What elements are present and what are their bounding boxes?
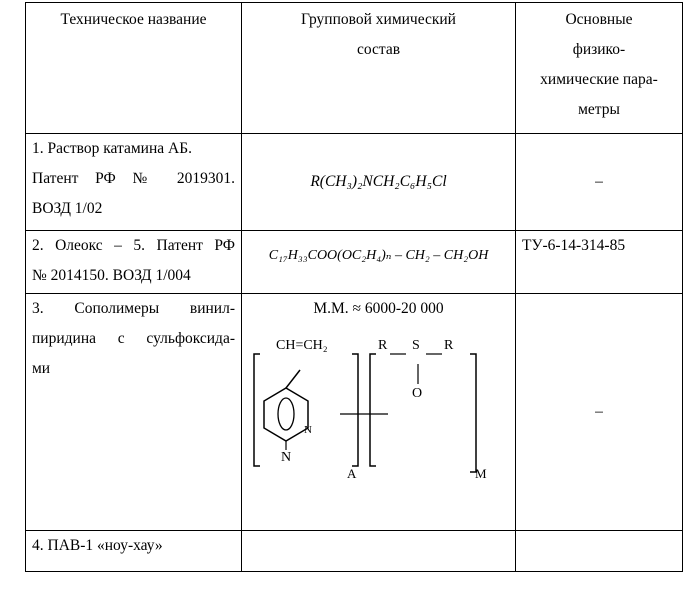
pyridine-nitrogen: N [281, 450, 292, 465]
table-row-2 [26, 231, 683, 294]
copolymer-structure [248, 324, 509, 524]
row1-name-line3: ВОЗД 1/02 [32, 200, 103, 217]
row2-name-line2: № 2014150. ВОЗД 1/004 [32, 267, 191, 284]
ring-nitrogen-label: N [304, 424, 312, 436]
row2-params: ТУ-6-14-314-85 [522, 237, 626, 254]
subscript-a: A [347, 466, 357, 481]
row4-params-cell [516, 531, 683, 572]
row3-params: – [595, 403, 603, 420]
row2-params-cell [516, 231, 683, 294]
row1-name-line1: 1. Раствор катамина АБ. [32, 140, 192, 157]
header-col3-line3: химические пара- [540, 71, 658, 88]
row2-formula: C₁₇H₃₃COO(OC₂H₄)ₙ – CH₂ – CH₂OH [268, 248, 489, 263]
header-col3-line2: физико- [572, 41, 626, 58]
row4-name-line1: 4. ПАВ-1 «ноу-хау» [32, 537, 163, 554]
r-group-left: R [378, 338, 388, 353]
row3-name-cell [26, 294, 242, 531]
header-chemical-composition [242, 3, 516, 134]
row3-name-line2: пиридина с сульфоксида- [32, 330, 235, 347]
row2-name-line1: 2. Олеокс – 5. Патент РФ [32, 237, 235, 254]
row3-name-line1: 3. Сополимеры винил- [32, 300, 235, 317]
r-group-right: R [444, 338, 454, 353]
header-col2-line2: состав [356, 41, 401, 58]
vinyl-group-label: CH=CH₂ [276, 338, 328, 353]
row1-formula-cell [242, 134, 516, 231]
table-header-row [26, 3, 683, 134]
oxygen-atom: O [412, 386, 423, 401]
sulfur-atom: S [412, 338, 420, 353]
row3-composition-cell [242, 294, 516, 531]
header-col1-text: Техническое название [60, 11, 207, 28]
row1-name-cell [26, 134, 242, 231]
chemical-reagents-table [25, 2, 683, 572]
row1-params: – [595, 173, 603, 190]
row1-params-cell [516, 134, 683, 231]
row4-name-cell [26, 531, 242, 572]
header-technical-name [26, 3, 242, 134]
copolymer-structure-drawing [248, 324, 510, 524]
row3-name-line3: ми [32, 360, 51, 377]
table-row-3 [26, 294, 683, 531]
row2-name-cell [26, 231, 242, 294]
row3-params-cell [516, 294, 683, 531]
header-col2-line1: Групповой химический [301, 11, 456, 28]
header-parameters [516, 3, 683, 134]
row1-formula: R(CH₃)₂NCH₂C₆H₅Cl [310, 173, 447, 190]
table-row-4 [26, 531, 683, 572]
table-row-1 [26, 134, 683, 231]
row2-formula-cell [242, 231, 516, 294]
row4-formula-cell [242, 531, 516, 572]
header-col3-line1: Основные [565, 11, 633, 28]
subscript-m: M [475, 466, 487, 481]
row3-molecular-mass: М.М. ≈ 6000-20 000 [313, 300, 444, 317]
row1-name-line2: Патент РФ № 2019301. [32, 170, 235, 187]
header-col3-line4: метры [578, 101, 620, 118]
